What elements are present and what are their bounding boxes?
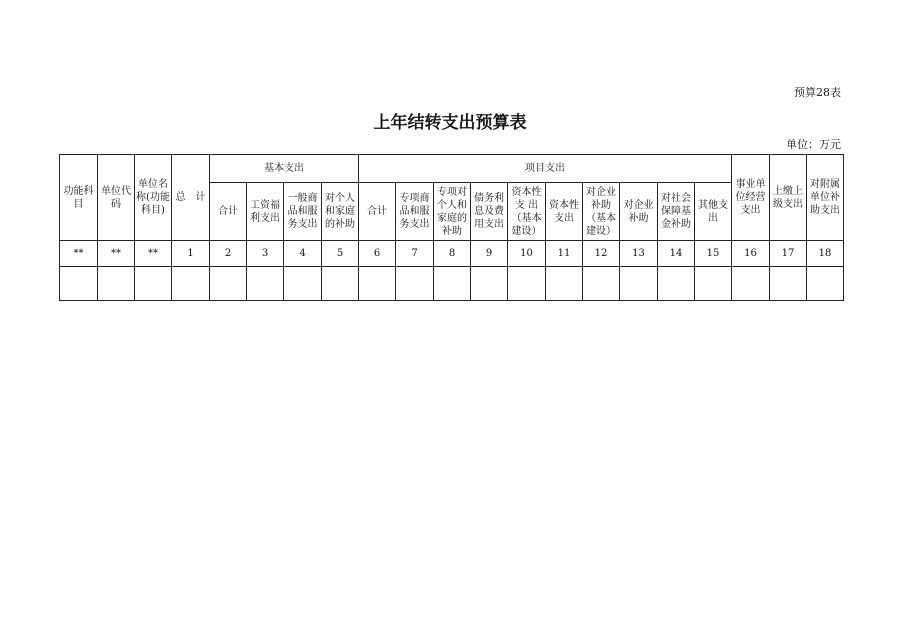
header-project-subtotal: 合计: [359, 183, 396, 241]
header-project-expense: 项目支出: [359, 155, 732, 183]
form-number: 预算28表: [794, 86, 841, 99]
index-cell: **: [98, 241, 135, 267]
index-cell: 7: [396, 241, 434, 267]
data-cell: [210, 267, 247, 301]
data-cell: [98, 267, 135, 301]
data-cell: [172, 267, 210, 301]
data-cell: [546, 267, 583, 301]
data-cell: [658, 267, 695, 301]
header-unit-name: 单位名称(功能科目): [135, 155, 172, 241]
data-cell: [322, 267, 359, 301]
index-cell: 10: [508, 241, 546, 267]
header-basic-subtotal: 合计: [210, 183, 247, 241]
header-personal-subsidy: 对个人和家庭的补助: [322, 183, 359, 241]
header-enterprise-construction: 对企业补助（基本建设）: [583, 183, 620, 241]
empty-data-row: [60, 267, 844, 301]
unit-label: 单位：万元: [786, 138, 841, 151]
header-social-security: 对社会保障基金补助: [658, 183, 695, 241]
header-total: 总 计: [172, 155, 210, 241]
data-cell: [135, 267, 172, 301]
data-cell: [396, 267, 434, 301]
header-subsidiary-subsidy: 对附属单位补助支出: [807, 155, 844, 241]
index-cell: 4: [284, 241, 322, 267]
data-cell: [732, 267, 770, 301]
header-special-personal: 专项对个人和家庭的补助: [434, 183, 471, 241]
header-capital-construction: 资本性支 出（基本建设）: [508, 183, 546, 241]
index-cell: 8: [434, 241, 471, 267]
data-cell: [770, 267, 807, 301]
data-cell: [807, 267, 844, 301]
index-cell: 17: [770, 241, 807, 267]
data-cell: [284, 267, 322, 301]
index-cell: 3: [247, 241, 284, 267]
header-enterprise-subsidy: 对企业补助: [620, 183, 658, 241]
data-cell: [620, 267, 658, 301]
header-unit-code: 单位代码: [98, 155, 135, 241]
data-cell: [583, 267, 620, 301]
index-cell: 18: [807, 241, 844, 267]
index-cell: 2: [210, 241, 247, 267]
header-other: 其他支出: [695, 183, 732, 241]
index-cell: 5: [322, 241, 359, 267]
index-cell: 6: [359, 241, 396, 267]
index-cell: 11: [546, 241, 583, 267]
index-row: [60, 241, 844, 267]
page-title: 上年结转支出预算表: [373, 113, 527, 133]
index-cell: **: [60, 241, 98, 267]
index-cell: 16: [732, 241, 770, 267]
data-cell: [247, 267, 284, 301]
data-cell: [359, 267, 396, 301]
header-special-goods: 专项商品和服务支出: [396, 183, 434, 241]
header-biz-expense: 事业单位经营支出: [732, 155, 770, 241]
header-debt-interest: 债务利息及费用支出: [471, 183, 508, 241]
index-cell: 13: [620, 241, 658, 267]
index-cell: 15: [695, 241, 732, 267]
data-cell: [60, 267, 98, 301]
index-cell: 1: [172, 241, 210, 267]
header-func-subject: 功能科目: [60, 155, 98, 241]
index-cell: 9: [471, 241, 508, 267]
index-cell: **: [135, 241, 172, 267]
header-wages: 工资福利支出: [247, 183, 284, 241]
header-goods-services: 一般商品和服务支出: [284, 183, 322, 241]
data-cell: [471, 267, 508, 301]
budget-table: [59, 154, 844, 301]
header-basic-expense: 基本支出: [210, 155, 359, 183]
header-capital: 资本性支出: [546, 183, 583, 241]
header-upper-pay: 上缴上级支出: [770, 155, 807, 241]
index-cell: 14: [658, 241, 695, 267]
data-cell: [508, 267, 546, 301]
index-cell: 12: [583, 241, 620, 267]
data-cell: [434, 267, 471, 301]
data-cell: [695, 267, 732, 301]
